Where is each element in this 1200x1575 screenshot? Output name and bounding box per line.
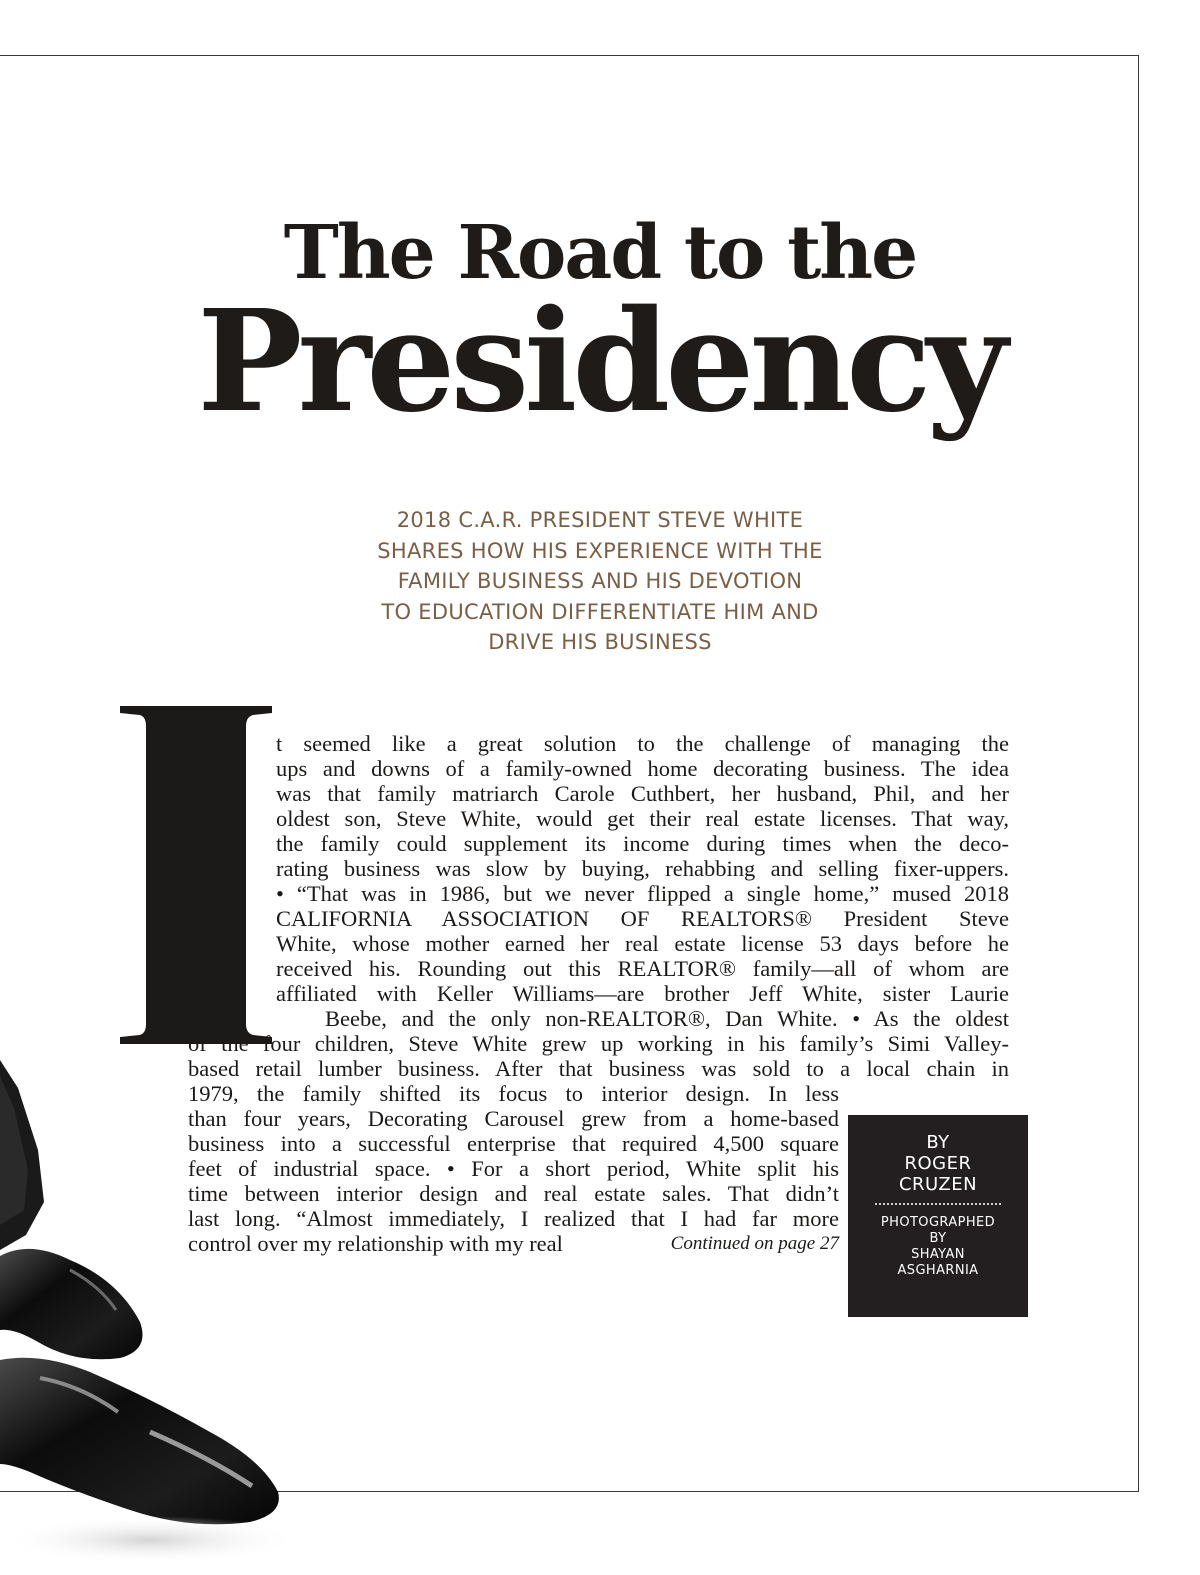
article-line: business into a successful enterprise that required 4,500 square xyxy=(188,1131,839,1156)
drop-cap xyxy=(120,700,285,1050)
article-line: 1979, the family shifted its focus to interior design. In less xyxy=(188,1081,839,1106)
article-line: control over my relationship with my real xyxy=(188,1231,563,1256)
article-line: Beebe, and the only non-REALTOR®, Dan White. • As the oldest xyxy=(325,1006,1009,1031)
article-line: based retail lumber business. After that business was sold to a local chain in xyxy=(188,1056,1009,1081)
photographer-last-name: ASGHARNIA xyxy=(897,1263,979,1278)
deck-line: SHARES HOW HIS EXPERIENCE WITH THE xyxy=(377,538,823,563)
continued-note: Continued on page 27 xyxy=(670,1233,839,1254)
shoe-front xyxy=(0,1358,279,1525)
headline-line-1: The Road to the xyxy=(283,210,917,296)
article-line: of the four children, Steve White grew up working in his family’s Simi Valley- xyxy=(188,1031,1009,1056)
article-line: last long. “Almost immediately, I realized that I had far more xyxy=(188,1206,839,1231)
article-line: received his. Rounding out this REALTOR® family—all of whom are xyxy=(276,956,1009,981)
headline-line-2: Presidency xyxy=(197,280,1003,444)
byline-box xyxy=(848,1115,1028,1317)
deck-line: TO EDUCATION DIFFERENTIATE HIM AND xyxy=(381,599,819,624)
deck-line: FAMILY BUSINESS AND HIS DEVOTION xyxy=(397,569,803,593)
author-first-name: ROGER xyxy=(904,1153,972,1174)
article-line: than four years, Decorating Carousel grew from a home-based xyxy=(188,1106,839,1131)
article-line: feet of industrial space. • For a short period, White split his xyxy=(188,1156,839,1181)
article-line: rating business was slow by buying, rehabbing and selling fixer-uppers. xyxy=(276,856,1009,881)
author-last-name: CRUZEN xyxy=(898,1174,978,1195)
byline-by-label: BY xyxy=(926,1132,950,1153)
article-line: the family could supplement its income during times when the deco- xyxy=(276,831,1009,856)
article-line: • “That was in 1986, but we never flipped a single home,” mused 2018 xyxy=(276,881,1009,906)
article-line: affiliated with Keller Williams—are brother Jeff White, sister Laurie xyxy=(276,981,1009,1006)
article-line: time between interior design and real estate sales. That didn’t xyxy=(188,1181,839,1206)
floor-shadow xyxy=(0,1516,300,1564)
article-line: White, whose mother earned her real estate license 53 days before he xyxy=(276,931,1009,956)
article-line: was that family matriarch Carole Cuthbert, her husband, Phil, and her xyxy=(276,781,1009,806)
photo-credit-by: BY xyxy=(929,1231,947,1246)
article-line: t seemed like a great solution to the challenge of managing the xyxy=(276,731,1009,756)
photo-credit-label: PHOTOGRAPHED xyxy=(880,1215,996,1230)
article-line: ups and downs of a family-owned home decorating business. The idea xyxy=(276,756,1009,781)
photographer-first-name: SHAYAN xyxy=(911,1247,965,1262)
shoe-back xyxy=(0,1249,143,1359)
deck-line: 2018 C.A.R. PRESIDENT STEVE WHITE xyxy=(396,508,804,532)
shoes-photo xyxy=(0,1060,300,1575)
article-line: CALIFORNIA ASSOCIATION OF REALTORS® President Steve xyxy=(276,906,1009,931)
deck-line: DRIVE HIS BUSINESS xyxy=(488,630,712,654)
byline-divider xyxy=(875,1203,1001,1205)
article-line: oldest son, Steve White, would get their real estate licenses. That way, xyxy=(276,806,1009,831)
deck-subtitle xyxy=(300,505,900,658)
